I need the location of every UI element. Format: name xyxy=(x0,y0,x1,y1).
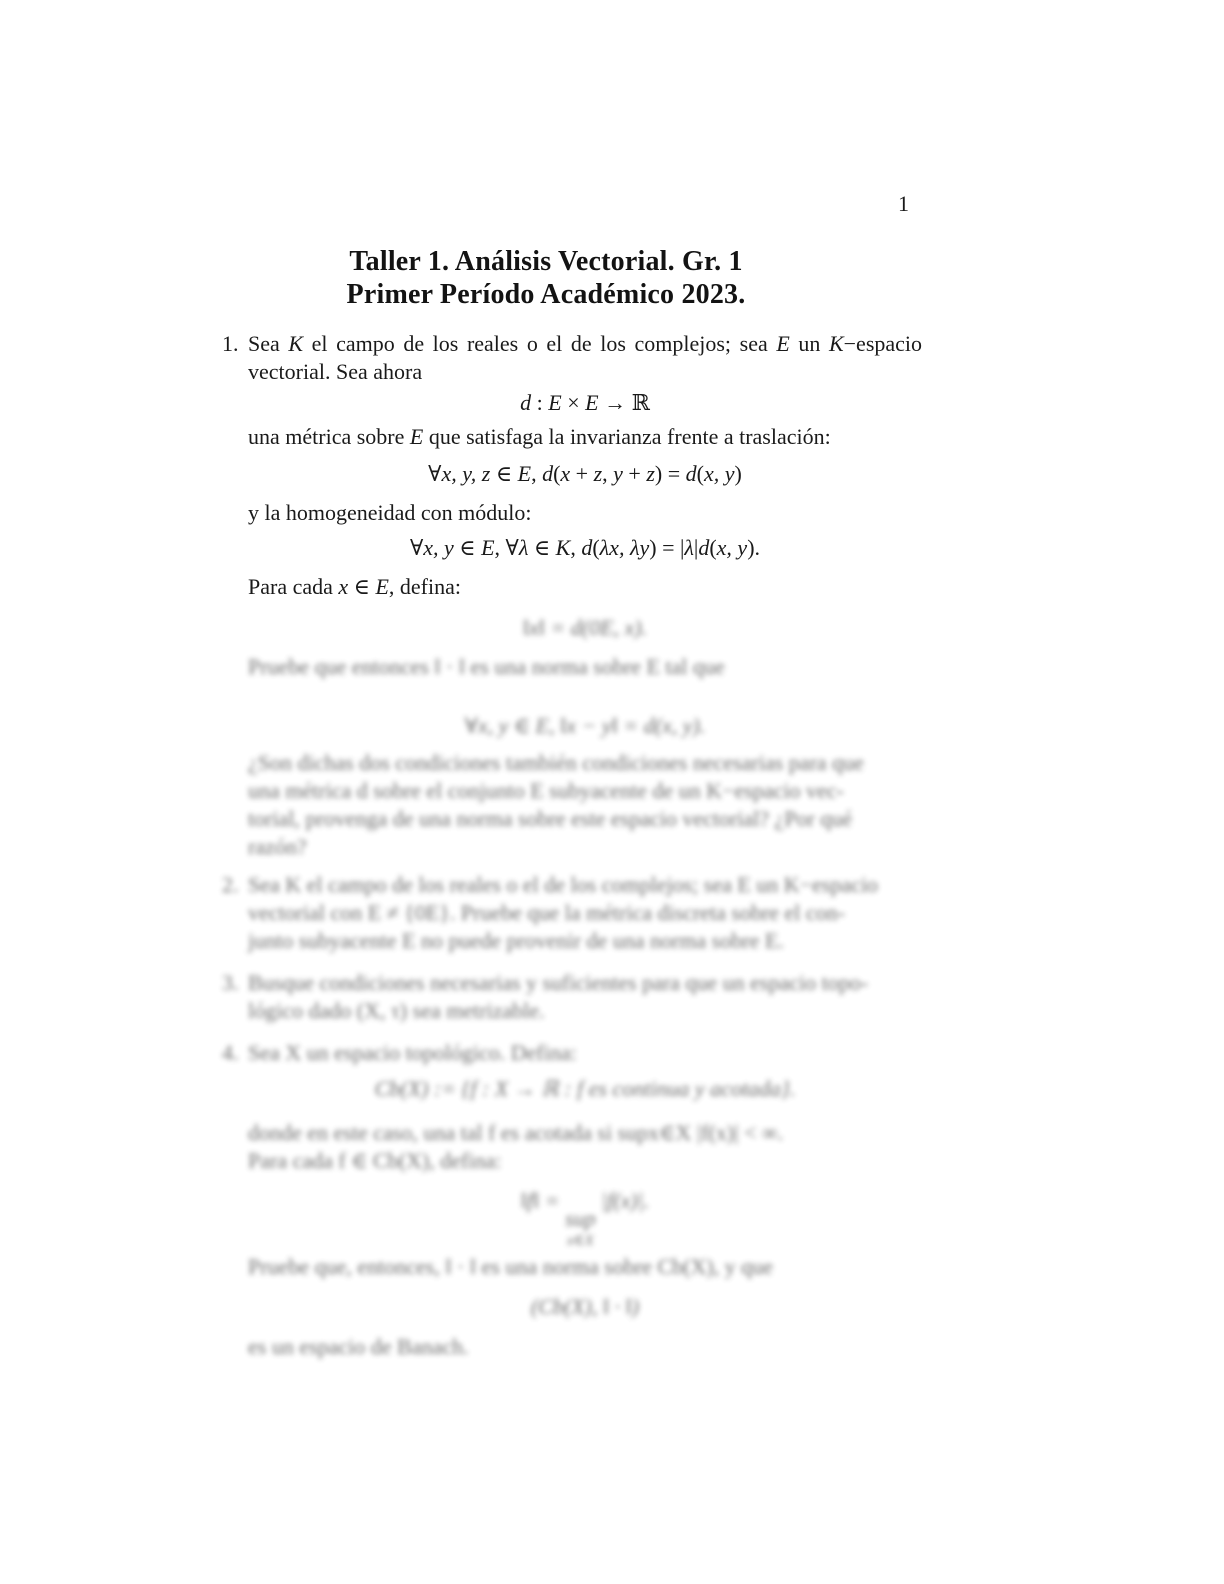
formula-norm-definition: ‖x‖ = d(0E, x). xyxy=(522,615,648,640)
sup-subscript: x∈X xyxy=(566,1233,594,1249)
sup-operator: sup xyxy=(565,1206,596,1231)
title-line-2: Primer Período Académico 2023. xyxy=(346,279,746,310)
sup-operator-stack xyxy=(565,1205,596,1249)
exercise-1-body xyxy=(248,330,922,861)
formula-cb-definition: Cb(X) := {f : X → ℝ : f es continua y acotada}. xyxy=(374,1076,796,1101)
exercise-4 xyxy=(222,1039,922,1361)
exercise-3 xyxy=(222,969,922,1025)
exercise-1 xyxy=(222,330,922,861)
exercise-2 xyxy=(222,871,922,955)
exercise-4-body xyxy=(248,1039,922,1361)
formula-translation-invariance: ∀x, y, z ∈ E, d(x + z, y + z) = d(x, y) xyxy=(428,461,742,486)
exercise-1-intro: Sea K el campo de los reales o el de los complejos; sea E un K−espacio vectorial. Sea ahora xyxy=(248,331,923,384)
exercise-4-prove-line: Pruebe que, entonces, ‖ · ‖ es una norma sobre Cb(X), y que xyxy=(248,1254,773,1279)
exercise-4-bounded-line: donde en este caso, una tal f es acotada si supx∈X |f(x)| < ∞. Para cada f ∈ Cb(X), defina: xyxy=(248,1120,784,1173)
exercise-2-number: 2. xyxy=(222,872,239,897)
exercise-4-number: 4. xyxy=(222,1040,239,1065)
exercise-1-question: ¿Son dichas dos condiciones también condiciones necesarias para que una métrica d sobre el conjunto E subyacente de un K−espacio vec- torial, provenga de una norma sobre este espacio vectorial? ¿Por qué razón? xyxy=(248,750,864,859)
exercise-4-intro: Sea X un espacio topológico. Defina: xyxy=(248,1040,577,1065)
exercise-3-text: Busque condiciones necesarias y suficientes para que un espacio topo- lógico dado (X, τ) sea metrizable. xyxy=(248,970,869,1023)
exercise-1-number: 1. xyxy=(222,331,239,356)
formula-metric-map: d : E × E → ℝ xyxy=(520,390,650,415)
formula-sup-norm xyxy=(248,1187,922,1249)
formula-homogeneity: ∀x, y ∈ E, ∀λ ∈ K, d(λx, λy) = |λ|d(x, y). xyxy=(409,535,761,560)
exercise-3-number: 3. xyxy=(222,970,239,995)
exercise-1-define-line: Para cada x ∈ E, defina: xyxy=(248,574,461,599)
exercise-1-prove-line: Pruebe que entonces ‖ · ‖ es una norma sobre E tal que xyxy=(248,654,725,679)
formula-norm-metric: ∀x, y ∈ E, ‖x − y‖ = d(x, y). xyxy=(464,713,706,738)
exercise-2-text: Sea K el campo de los reales o el de los complejos; sea E un K−espacio vectorial con E ≠ {0E}. Pruebe que la métrica discreta sobre el con- junto subyacente E no puede provenir de una norma sobre E. xyxy=(248,872,879,953)
formula-sup-right: |f(x)|. xyxy=(595,1188,650,1213)
exercise-2-body xyxy=(248,871,922,955)
exercise-3-body xyxy=(248,969,922,1025)
title-line-1: Taller 1. Análisis Vectorial. Gr. 1 xyxy=(349,246,743,277)
content-column xyxy=(222,245,922,1361)
page-number: 1 xyxy=(898,191,909,216)
exercise-1-homogeneity-line: y la homogeneidad con módulo: xyxy=(248,500,532,525)
document-title xyxy=(196,245,896,311)
exercise-1-metric-line: una métrica sobre E que satisfaga la invarianza frente a traslación: xyxy=(248,424,831,449)
formula-sup-left: ‖f‖ = xyxy=(520,1188,566,1213)
formula-banach-space: (Cb(X), ‖ · ‖) xyxy=(530,1294,640,1319)
exercise-4-closing-line: es un espacio de Banach. xyxy=(248,1334,469,1359)
